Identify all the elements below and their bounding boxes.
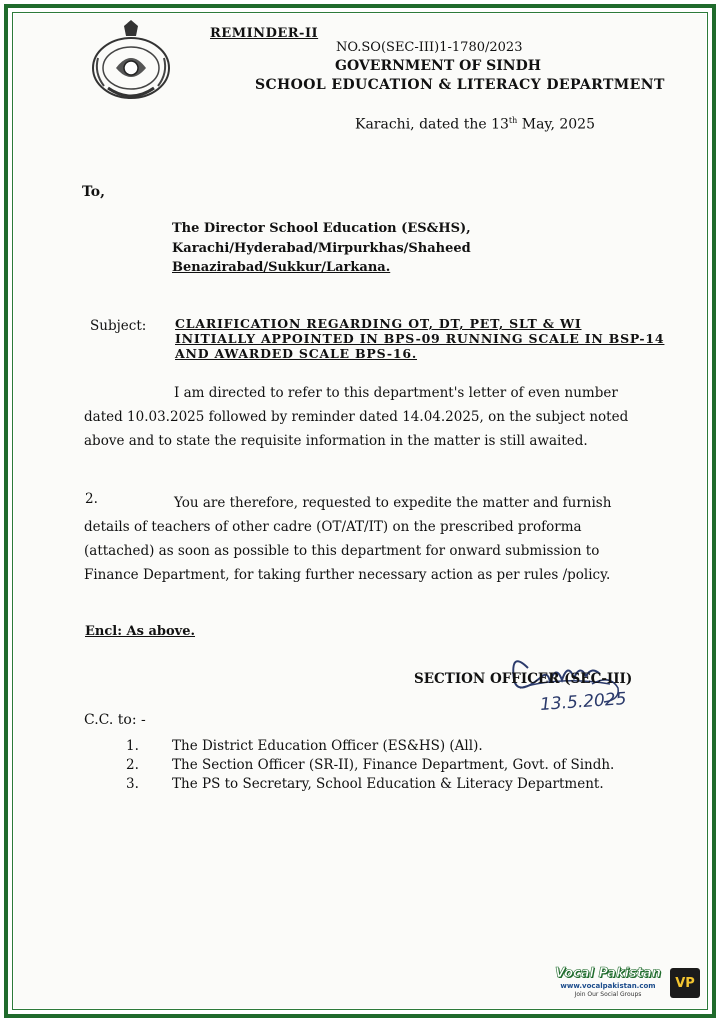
reminder-label: REMINDER-II <box>210 26 319 41</box>
vocal-pakistan-watermark <box>548 966 668 998</box>
recipient-line-3: Benazirabad/Sukkur/Larkana. <box>172 260 391 275</box>
cc-item: The PS to Secretary, School Education & Literacy Department. <box>172 776 604 792</box>
cc-item: The District Education Officer (ES&HS) (All). <box>172 738 483 754</box>
letter-date: Karachi, dated the 13th May, 2025 <box>355 116 595 133</box>
vocal-pakistan-logo-icon: VP <box>670 968 700 998</box>
cc-item-number: 1. <box>126 738 139 754</box>
department-title: SCHOOL EDUCATION & LITERACY DEPARTMENT <box>255 77 665 93</box>
enclosure-note: Encl: As above. <box>85 624 196 639</box>
subject-line-2: INITIALLY APPOINTED IN BPS-09 RUNNING SCALE IN BSP-14 <box>175 331 665 346</box>
section-officer-designation: SECTION OFFICER (SEC-III) <box>414 671 633 687</box>
cc-item-number: 3. <box>126 776 139 792</box>
recipient-line-2: Karachi/Hyderabad/Mirpurkhas/Shaheed <box>172 241 471 256</box>
paragraph-2-number: 2. <box>85 491 98 507</box>
to-label: To, <box>82 184 106 200</box>
subject-line-3: AND AWARDED SCALE BPS-16. <box>175 346 418 361</box>
government-title: GOVERNMENT OF SINDH <box>335 58 541 74</box>
watermark-title: Vocal Pakistan <box>554 966 662 981</box>
watermark-url: www.vocalpakistan.com <box>560 982 656 990</box>
cc-item: The Section Officer (SR-II), Finance Department, Govt. of Sindh. <box>172 757 615 773</box>
handwritten-date: 13.5.2025 <box>539 689 628 715</box>
subject-label: Subject: <box>90 318 147 334</box>
cc-item-number: 2. <box>126 757 139 773</box>
subject-line-1: CLARIFICATION REGARDING OT, DT, PET, SLT & WI <box>175 316 582 331</box>
watermark-join-text: Join Our Social Groups <box>574 991 642 998</box>
government-emblem-icon <box>86 18 176 104</box>
paragraph-2: You are therefore, requested to expedite the matter and furnish details of teachers of other cadre (OT/AT/IT) on the prescribed proforma (attached) as soon as possible to this department for onward submission to Finance Department, for taking further necessary action as per rules /policy. <box>84 495 612 583</box>
paragraph-1: I am directed to refer to this department's letter of even number dated 10.03.2025 followed by reminder dated 14.04.2025, on the subject noted above and to state the requisite information in the matter is still awaited. <box>84 385 629 449</box>
cc-label: C.C. to: - <box>84 712 146 728</box>
reference-number: NO.SO(SEC-III)1-1780/2023 <box>336 40 523 55</box>
recipient-line-1: The Director School Education (ES&HS), <box>172 221 471 236</box>
